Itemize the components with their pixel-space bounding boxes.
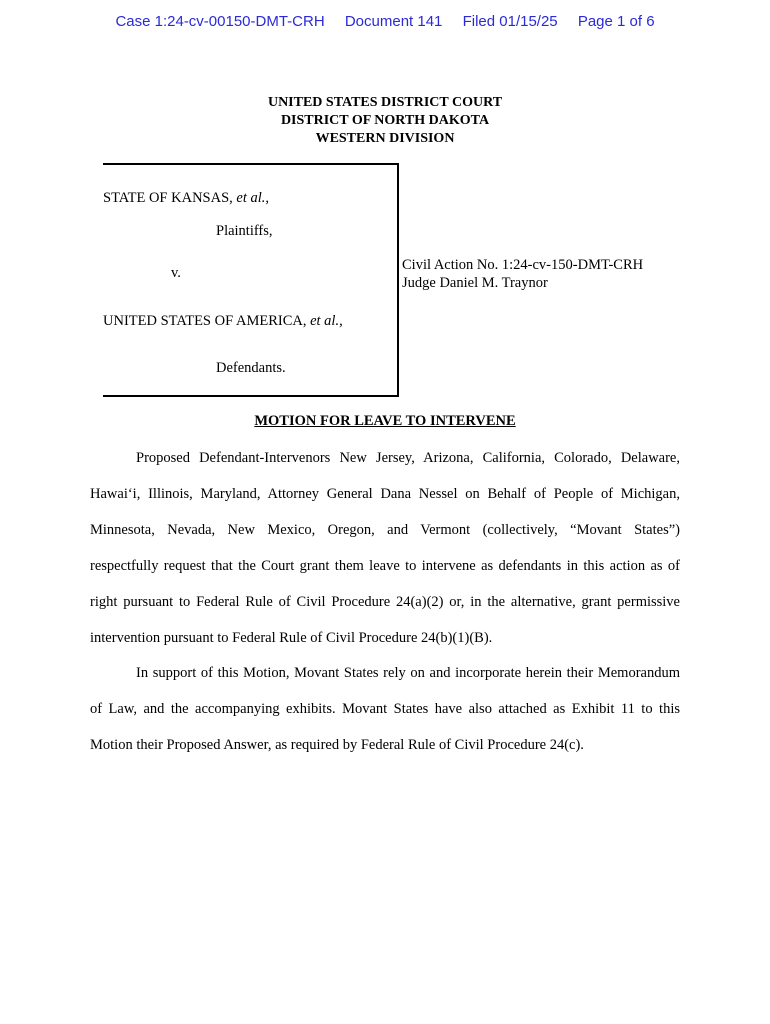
court-heading bbox=[0, 94, 770, 148]
paragraph-line: Hawai‘i, Illinois, Maryland, Attorney General Dana Nessel on Behalf of People of Michigan, bbox=[90, 486, 680, 502]
paragraph-line: of Law, and the accompanying exhibits. Movant States have also attached as Exhibit 11 to this bbox=[90, 701, 680, 717]
judge-name: Judge Daniel M. Traynor bbox=[402, 275, 548, 291]
paragraph-line: right pursuant to Federal Rule of Civil Procedure 24(a)(2) or, in the alternative, grant permissive bbox=[90, 594, 680, 610]
court-division: WESTERN DIVISION bbox=[315, 131, 455, 146]
plaintiff-role: Plaintiffs, bbox=[216, 223, 273, 239]
versus-label: v. bbox=[171, 265, 181, 281]
paragraph-line: In support of this Motion, Movant States rely on and incorporate herein their Memorandum bbox=[136, 665, 680, 681]
court-district: DISTRICT OF NORTH DAKOTA bbox=[280, 113, 490, 128]
defendant-role: Defendants. bbox=[216, 360, 286, 376]
civil-action-number: Civil Action No. 1:24-cv-150-DMT-CRH bbox=[402, 257, 644, 273]
page-indicator: Page 1 of 6 bbox=[577, 13, 655, 30]
plaintiff-name: STATE OF KANSAS, et al., bbox=[103, 190, 270, 206]
motion-paragraph-2 bbox=[90, 655, 680, 763]
ecf-filing-header bbox=[0, 13, 770, 30]
filed-date: Filed 01/15/25 bbox=[462, 13, 558, 30]
defendant-name: UNITED STATES OF AMERICA, et al., bbox=[103, 313, 343, 329]
paragraph-line: intervention pursuant to Federal Rule of Civil Procedure 24(b)(1)(B). bbox=[90, 630, 493, 646]
paragraph-line: Motion their Proposed Answer, as required by Federal Rule of Civil Procedure 24(c). bbox=[90, 737, 584, 753]
civil-action-block bbox=[402, 256, 643, 292]
motion-paragraph-1 bbox=[90, 440, 680, 656]
motion-title: MOTION FOR LEAVE TO INTERVENE bbox=[254, 413, 516, 429]
paragraph-line: Minnesota, Nevada, New Mexico, Oregon, and Vermont (collectively, “Movant States”) bbox=[90, 522, 680, 538]
case-number: Case 1:24-cv-00150-DMT-CRH bbox=[115, 13, 325, 30]
court-name: UNITED STATES DISTRICT COURT bbox=[267, 95, 503, 110]
document-number: Document 141 bbox=[344, 13, 443, 30]
paragraph-line: respectfully request that the Court grant them leave to intervene as defendants in this action as of bbox=[90, 558, 680, 574]
paragraph-line: Proposed Defendant-Intervenors New Jersey, Arizona, California, Colorado, Delaware, bbox=[136, 450, 680, 466]
